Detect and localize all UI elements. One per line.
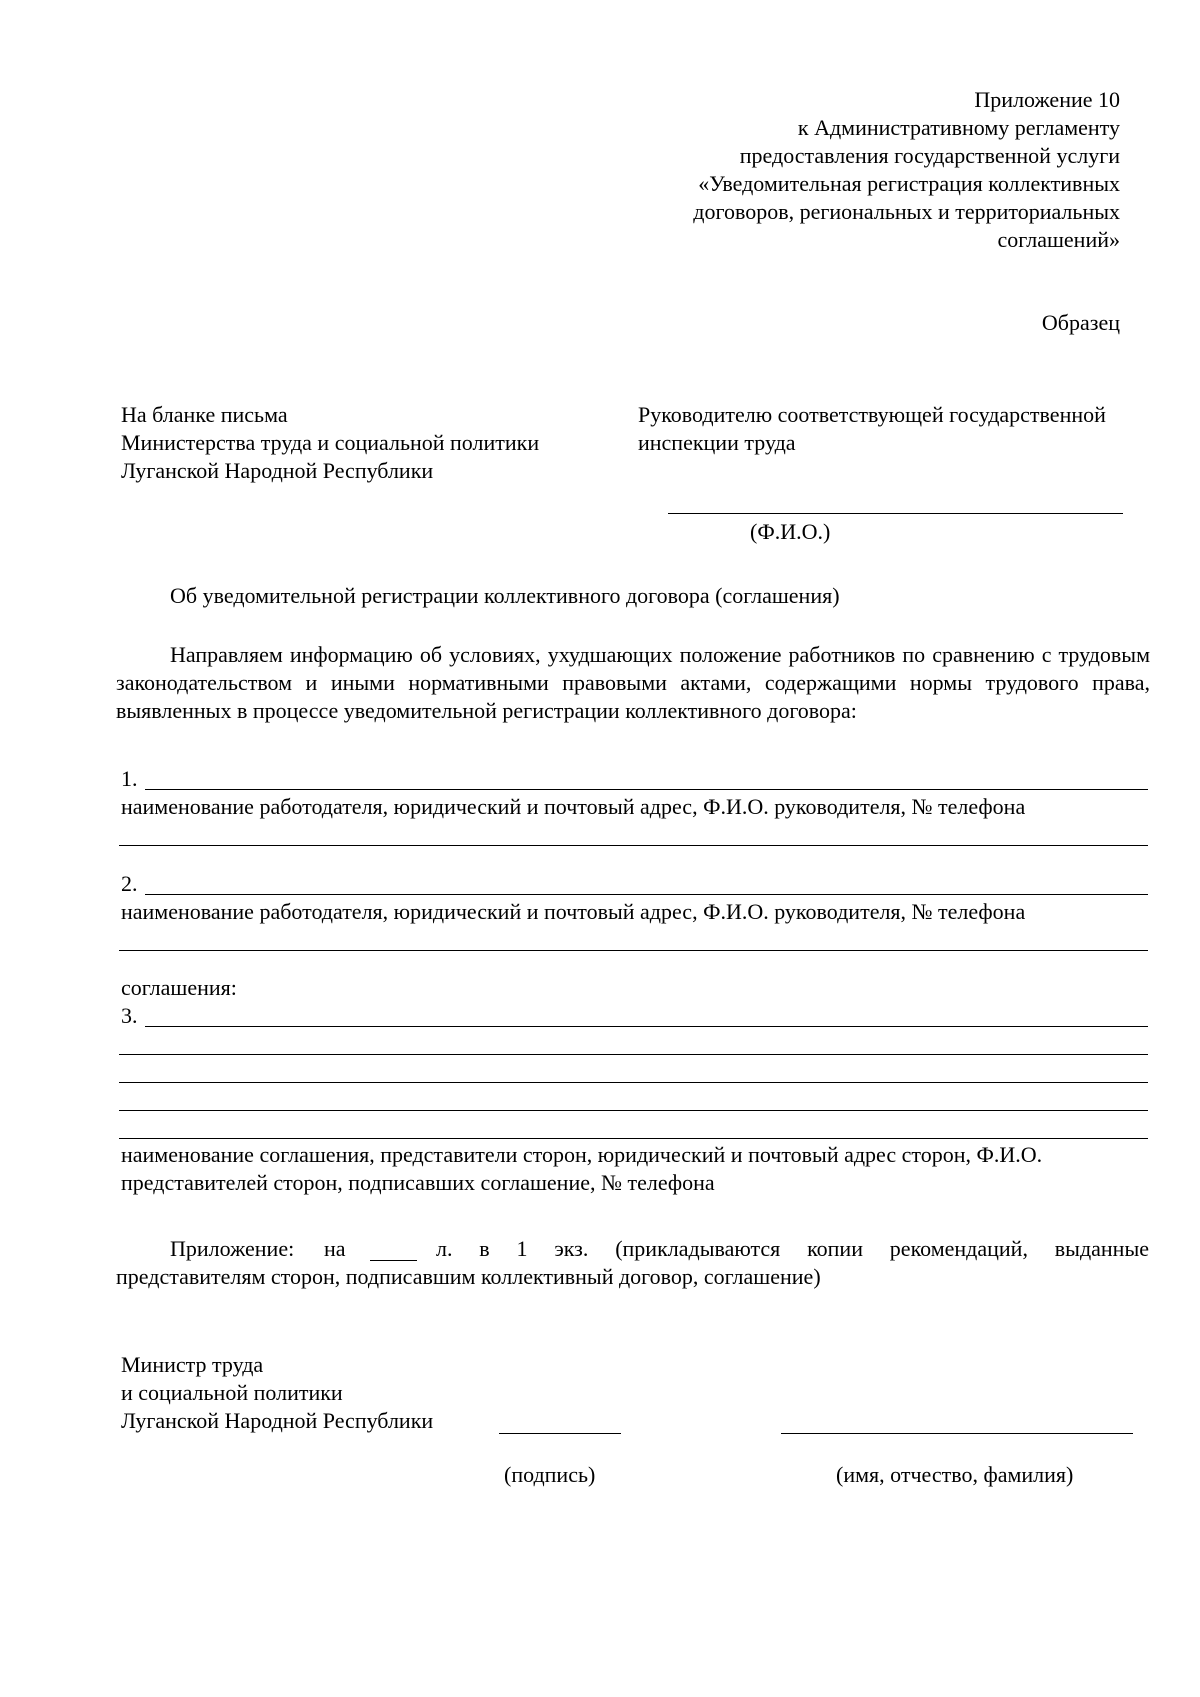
recipient-line: инспекции труда: [638, 430, 796, 455]
item-3-extra-line[interactable]: [119, 1082, 1148, 1083]
signer-block: [121, 1351, 433, 1435]
attachment-pages-blank[interactable]: [370, 1260, 417, 1261]
item-2-line[interactable]: [145, 894, 1148, 895]
signer-line: Министр труда: [121, 1352, 264, 1377]
item-number: 3.: [121, 1003, 138, 1028]
signature-line[interactable]: [499, 1433, 621, 1434]
sender-block: [121, 401, 539, 485]
item-3-caption: представителей сторон, подписавших соглашение, № телефона: [121, 1170, 715, 1195]
signature-caption: (подпись): [504, 1462, 596, 1487]
header-line: к Административному регламенту: [797, 115, 1120, 140]
item-2-extra-line[interactable]: [119, 950, 1148, 951]
item-caption: наименование работодателя, юридический и почтовый адрес, Ф.И.О. руководителя, № телефона: [121, 794, 1026, 819]
item-number: 1.: [121, 766, 138, 791]
item-number: 2.: [121, 871, 138, 896]
sender-line: Министерства труда и социальной политики: [121, 430, 540, 455]
item-3-caption: наименование соглашения, представители сторон, юридический и почтовый адрес сторон, Ф.И.О.: [121, 1142, 1043, 1167]
sample-label: Образец: [1041, 310, 1120, 335]
sender-line: На бланке письма: [121, 402, 288, 427]
fio-caption: (Ф.И.О.): [750, 519, 831, 544]
header-line: Приложение 10: [974, 87, 1120, 112]
header-line: «Уведомительная регистрация коллективных: [698, 171, 1120, 196]
recipient-block: [638, 401, 1106, 457]
sender-line: Луганской Народной Республики: [121, 458, 434, 483]
item-3-extra-line[interactable]: [119, 1054, 1148, 1055]
item-3-line[interactable]: [145, 1026, 1148, 1027]
signer-line: и социальной политики: [121, 1380, 343, 1405]
item-1-extra-line[interactable]: [119, 845, 1148, 846]
letter-subject: Об уведомительной регистрации коллективного договора (соглашения): [170, 583, 840, 608]
header-line: предоставления государственной услуги: [739, 143, 1120, 168]
name-line[interactable]: [781, 1433, 1133, 1434]
item-3-extra-line[interactable]: [119, 1138, 1148, 1139]
name-caption: (имя, отчество, фамилия): [836, 1462, 1074, 1487]
recipient-line: Руководителю соответствующей государственной: [638, 402, 1106, 427]
signer-line: Луганской Народной Республики: [121, 1408, 434, 1433]
item-caption: наименование работодателя, юридический и почтовый адрес, Ф.И.О. руководителя, № телефона: [121, 899, 1026, 924]
attachment-second-line: представителям сторон, подписавшим коллективный договор, соглашение): [116, 1264, 821, 1289]
recipient-fio-line[interactable]: [668, 513, 1123, 514]
header-line: соглашений»: [997, 227, 1120, 252]
appendix-header: [693, 86, 1120, 254]
intro-paragraph: [116, 641, 1150, 725]
item-3-extra-line[interactable]: [119, 1110, 1148, 1111]
agreements-label: соглашения:: [121, 975, 237, 1000]
item-1-line[interactable]: [145, 789, 1148, 790]
header-line: договоров, региональных и территориальных: [693, 199, 1120, 224]
attachment-na: на: [324, 1236, 346, 1261]
intro-text: Направляем информацию об условиях, ухудшающих положение работников по сравнению с трудовым законодательством и иными нормативными правовыми актами, содержащими нормы трудового права, выявленных в процессе уведомительной регистрации коллективного договора:: [116, 642, 1150, 723]
attachment-prefix: Приложение:: [170, 1236, 295, 1261]
attachment-rest: л. в 1 экз. (прикладываются копии рекомендаций, выданные: [436, 1236, 1149, 1261]
